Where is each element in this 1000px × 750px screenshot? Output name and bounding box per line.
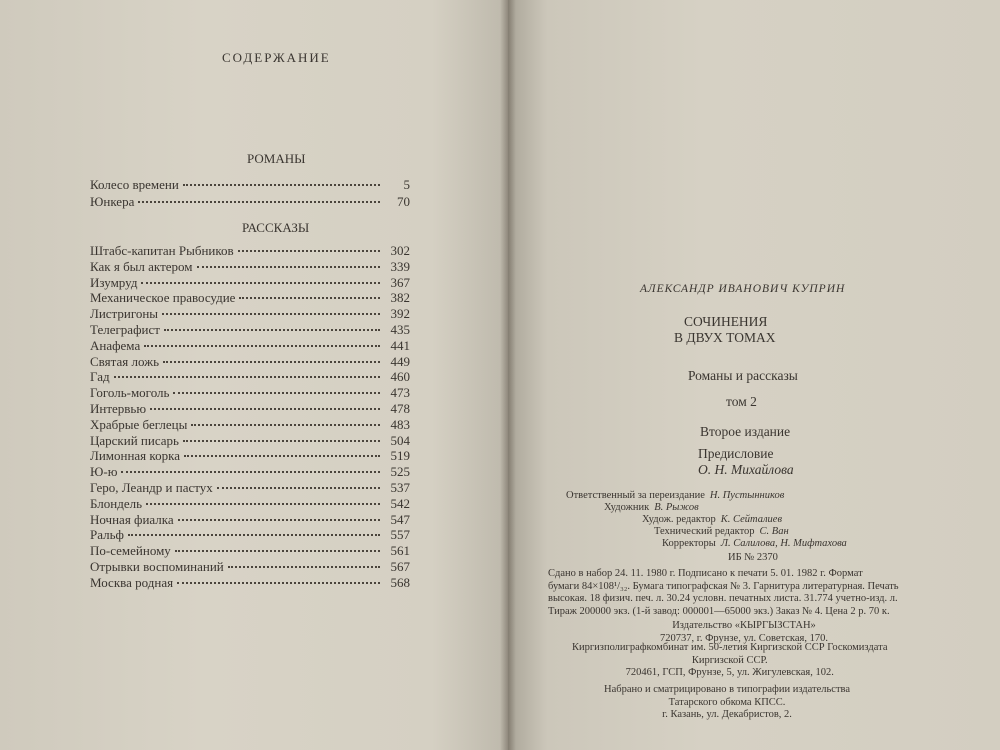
toc-leader-dots: [228, 566, 380, 568]
toc-leader-dots: [121, 471, 380, 473]
toc-entry: [90, 194, 410, 212]
toc-leader-dots: [239, 297, 380, 299]
printer-line: Киргизской ССР.: [691, 654, 768, 666]
toc-leader-dots: [164, 329, 380, 331]
toc-entry-page: 519: [390, 448, 410, 464]
toc-entry-page: 525: [390, 464, 410, 480]
toc-leader-dots: [144, 345, 380, 347]
subtitle: Романы и рассказы: [688, 368, 798, 383]
print-info: [548, 568, 899, 618]
toc-entry-title: Царский писарь: [90, 432, 179, 448]
toc-leader-dots: [184, 455, 380, 457]
toc-entry-title: Ночная фиалка: [90, 511, 174, 527]
toc-entry-page: 449: [390, 353, 410, 369]
printer-line: Киргизполиграфкомбинат им. 50-летия Киргизской ССР Госкомиздата: [572, 642, 888, 653]
toc-entry-page: 435: [390, 322, 410, 337]
stories-heading: РАССКАЗЫ: [242, 220, 310, 235]
toc-leader-dots: [114, 376, 380, 378]
author-name: АЛЕКСАНДР ИВАНОВИЧ КУПРИН: [640, 283, 846, 295]
toc-entry-page: 478: [390, 401, 410, 416]
toc-entry-page: 302: [390, 243, 410, 258]
toc-entry-title: Блондель: [90, 495, 143, 511]
ib-number: ИБ № 2370: [728, 552, 778, 563]
contents-heading: СОДЕРЖАНИЕ: [222, 50, 331, 65]
toc-leader-dots: [175, 550, 380, 552]
toc-entry-title: Москва родная: [90, 574, 174, 590]
credit-name: С. Ван: [759, 526, 789, 537]
toc-entry: [90, 177, 410, 195]
toc-entry-title: Гад: [90, 369, 110, 385]
toc-entry-page: 367: [390, 274, 410, 290]
toc-entry-page: 568: [390, 574, 410, 590]
credit-role: Технический редактор: [654, 526, 755, 537]
toc-entry-page: 537: [390, 480, 410, 495]
toc-leader-dots: [141, 282, 380, 284]
credit-line: [654, 526, 789, 537]
toc-entry-title: Святая ложь: [90, 353, 160, 369]
toc-leader-dots: [128, 534, 380, 536]
toc-leader-dots: [163, 361, 380, 363]
toc-leader-dots: [177, 582, 380, 584]
toc-entry-title: Штабс-капитан Рыбников: [90, 243, 234, 258]
toc-leader-dots: [150, 408, 380, 410]
volume-number: том 2: [726, 394, 757, 409]
toc-entry-title: По-семейному: [90, 543, 171, 559]
typesetter-line: Набрано и сматрицировано в типографии издательства: [604, 684, 851, 695]
printer-line: 720461, ГСП, Фрунзе, 5, ул. Жигулевская, 102.: [625, 667, 834, 678]
credit-line: [604, 502, 699, 513]
credit-role: Ответственный за переиздание: [566, 490, 705, 501]
toc-entry-page: 441: [390, 337, 410, 353]
print-info-line: высокая. 18 физич. печ. л. 30.24 условн. печатных листа. 31.774 учетно-изд. л.: [548, 593, 898, 604]
toc-leader-dots: [146, 503, 380, 505]
preface-label: Предисловие: [698, 446, 774, 461]
toc-entry-page: 542: [390, 495, 410, 511]
toc-leader-dots: [173, 392, 380, 394]
toc-entry-page: 70: [397, 194, 410, 209]
toc-entry-title: Гоголь-моголь: [90, 385, 170, 401]
toc-leader-dots: [238, 250, 380, 252]
toc-entry-title: Храбрые беглецы: [90, 416, 188, 432]
toc-entry: [90, 575, 410, 593]
toc-entry-title: Отрывки воспоминаний: [90, 559, 224, 574]
toc-entry-title: Колесо времени: [90, 177, 179, 192]
toc-entry-page: 547: [390, 511, 410, 527]
print-info-line: Тираж 200000 экз. (1-й завод: 000001—65000 экз.) Заказ № 4. Цена 2 р. 70 к.: [548, 605, 890, 617]
toc-entry-title: Изумруд: [90, 274, 138, 290]
credit-name: Л. Салилова, Н. Мифтахова: [720, 538, 847, 549]
toc-entry-title: Как я был актером: [90, 258, 193, 274]
typesetter-line: г. Казань, ул. Декабристов, 2.: [662, 709, 792, 720]
toc-entry-page: 5: [403, 177, 410, 192]
toc-entry-title: Юнкера: [90, 194, 135, 209]
title-line-2: В ДВУХ ТОМАХ: [674, 330, 776, 345]
publisher-line: 720737, г. Фрунзе, ул. Советская, 170.: [660, 632, 828, 644]
toc-leader-dots: [138, 201, 380, 203]
printer-info: [572, 642, 887, 680]
toc-entry-page: 473: [390, 385, 410, 401]
edition: Второе издание: [700, 424, 791, 439]
toc-entry-page: 557: [390, 527, 410, 543]
typesetter-line: Татарского обкома КПСС.: [668, 696, 786, 708]
credit-line: [642, 514, 782, 525]
publisher-line: Издательство «КЫРГЫЗСТАН»: [672, 620, 816, 631]
credit-role: Художник: [604, 502, 650, 513]
toc-leader-dots: [217, 487, 380, 489]
title-line-1: СОЧИНЕНИЯ: [684, 314, 768, 329]
toc-entry-page: 382: [390, 290, 410, 306]
toc-entry-page: 392: [390, 306, 410, 322]
credit-line: [566, 490, 784, 501]
toc-entry-title: Геро, Леандр и пастух: [90, 480, 213, 495]
toc-entry-title: Ральф: [90, 527, 124, 543]
toc-entry-title: Телеграфист: [90, 322, 160, 337]
novels-heading: РОМАНЫ: [247, 151, 306, 166]
toc-leader-dots: [183, 184, 380, 186]
toc-leader-dots: [162, 313, 380, 315]
toc-entry-page: 561: [390, 543, 410, 559]
toc-leader-dots: [197, 266, 381, 268]
print-info-line: бумаги 84×108¹/₃₂. Бумага типографская № 3. Гарнитура литературная. Печать: [548, 580, 899, 592]
toc-leader-dots: [178, 519, 380, 521]
credit-line: [662, 538, 847, 549]
toc-entry-title: Ю-ю: [90, 464, 118, 480]
toc-entry-page: 339: [390, 258, 410, 274]
credit-name: Н. Пустынников: [709, 490, 785, 501]
toc-entry-page: 504: [390, 432, 410, 448]
right-page-imprint: [508, 0, 1000, 750]
toc-entry-page: 460: [390, 369, 410, 385]
preface-author: О. Н. Михайлова: [698, 462, 794, 477]
book-spine: [500, 0, 516, 750]
credit-role: Худож. редактор: [642, 514, 716, 525]
credit-role: Корректоры: [662, 538, 716, 549]
toc-entry-title: Интервью: [90, 401, 147, 416]
toc-entry-title: Анафема: [90, 337, 141, 353]
credit-name: В. Рыжов: [654, 502, 699, 513]
toc-entry-page: 567: [390, 559, 410, 574]
print-info-line: Сдано в набор 24. 11. 1980 г. Подписано к печати 5. 01. 1982 г. Формат: [548, 568, 863, 579]
typesetter-info: [604, 684, 850, 722]
toc-entry-title: Лимонная корка: [90, 448, 180, 464]
toc-entry-page: 483: [390, 416, 410, 432]
toc-entry-title: Механическое правосудие: [90, 290, 236, 306]
toc-entry-title: Листригоны: [90, 306, 159, 322]
toc-leader-dots: [183, 440, 380, 442]
toc-leader-dots: [191, 424, 380, 426]
credit-name: К. Сейталиев: [720, 514, 782, 525]
